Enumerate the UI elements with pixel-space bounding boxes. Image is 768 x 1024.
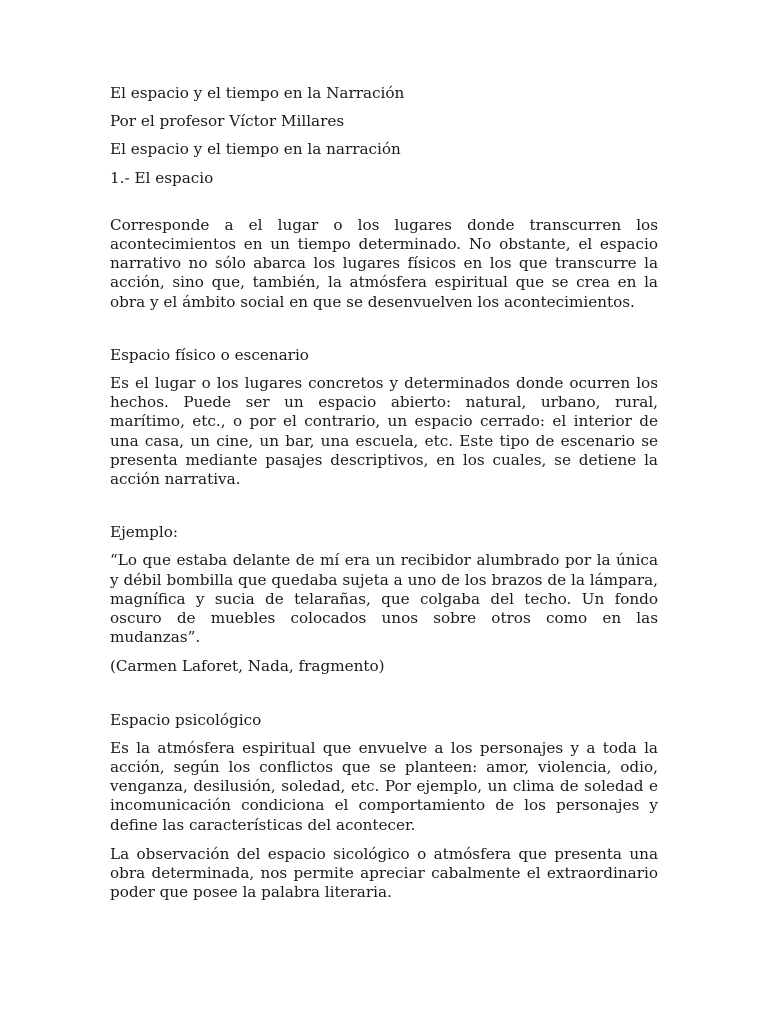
example-quote: “Lo que estaba delante de mí era un recibidor alumbrado por la única y débil bombilla que quedaba sujeta a uno de los brazos de la lámpara, magnífica y sucia de telarañas, que colgaba del techo. Un fondo oscuro de muebles colocados unos sobre otros como en las mudanzas”. <box>110 551 658 647</box>
section-heading-espacio: 1.- El espacio <box>110 168 214 187</box>
subtitle-line: El espacio y el tiempo en la narración <box>110 140 401 159</box>
author-line: Por el profesor Víctor Millares <box>110 112 345 131</box>
example-label: Ejemplo: <box>110 523 179 542</box>
example-source: (Carmen Laforet, Nada, fragmento) <box>110 657 385 676</box>
heading-psychological-space: Espacio psicológico <box>110 710 262 729</box>
document-title: El espacio y el tiempo en la Narración <box>110 84 405 102</box>
psychological-paragraph-2: La observación del espacio sicológico o atmósfera que presenta una obra determinada, nos permite apreciar cabalmente el extraordinario poder que posee la palabra literaria. <box>110 844 658 902</box>
intro-paragraph: Corresponde a el lugar o los lugares donde transcurren los acontecimientos en un tiempo determinado. No obstante, el espacio narrativo no sólo abarca los lugares físicos en los que transcurre la acción, sino que, también, la atmósfera espiritual que se crea en la obra y el ámbito social en que se desenvuelven los acontecimientos. <box>110 215 658 311</box>
document-page <box>110 84 658 913</box>
heading-physical-space: Espacio físico o escenario <box>110 345 309 364</box>
physical-space-paragraph: Es el lugar o los lugares concretos y determinados donde ocurren los hechos. Puede ser un espacio abierto: natural, urbano, rural, marítimo, etc., o por el contrario, un espacio cerrado: el interior de una casa, un cine, un bar, una escuela, etc. Este tipo de escenario se presenta mediante pasajes descriptivos, en los cuales, se detiene la acción narrativa. <box>110 374 658 489</box>
psychological-paragraph-1: Es la atmósfera espiritual que envuelve a los personajes y a toda la acción, según los conflictos que se planteen: amor, violencia, odio, venganza, desilusión, soledad, etc. Por ejemplo, un clima de soledad e incomunicación condiciona el comportamiento de los personajes y define las características del acontecer. <box>110 738 658 834</box>
